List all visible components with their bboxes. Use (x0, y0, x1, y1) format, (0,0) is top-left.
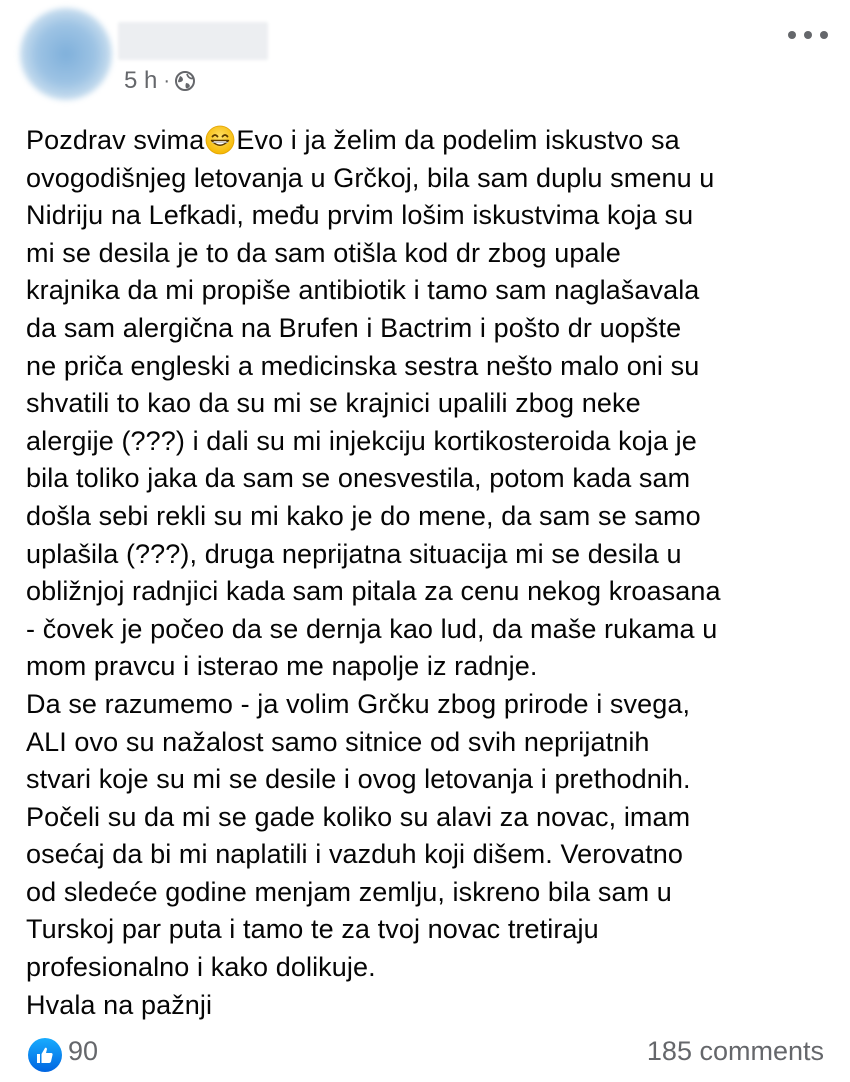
comments-count[interactable]: 185 comments (646, 1036, 824, 1066)
post-text-line: obližnjoj radnjici kada sam pitala za cenu nekog kroasana (26, 576, 721, 607)
post-text-segment: Pozdrav svima (26, 125, 205, 155)
post-text-line: ovogodišnjeg letovanja u Grčkoj, bila sam duplu smenu u (26, 162, 715, 193)
post-text-line: Počeli su da mi se gade koliko su alavi za novac, imam (26, 801, 691, 832)
globe-icon[interactable] (174, 70, 196, 92)
post-timestamp[interactable]: 5 h (124, 67, 158, 94)
post-text-line: stvari koje su mi se desile i ovog letovanja i prethodnih. (26, 764, 691, 795)
author-name-blurred[interactable] (118, 22, 268, 60)
more-options-icon[interactable] (788, 24, 828, 46)
post-text-line: ALI ovo su nažalost samo sitnice od svih neprijatnih (26, 726, 650, 757)
post-text-segment: Evo i ja želim da podelim iskustvo sa (236, 125, 680, 155)
post-meta (124, 66, 196, 96)
post-text-line: profesionalno i kako dolikuje. (26, 952, 376, 983)
post-text-line: Hvala na pažnji (26, 989, 213, 1020)
post-text-line: od sledeće godine menjam zemlju, iskreno bila sam u (26, 876, 672, 907)
post-text-line: alergije (???) i dali su mi injekciju kortikosteroida koja je (26, 425, 697, 456)
post-text-line: uplašila (???), druga neprijatna situacija mi se desila u (26, 538, 682, 569)
post-text-line: da sam alergična na Brufen i Bactrim i pošto dr uopšte (26, 312, 682, 343)
post-text-line: ne priča engleski a medicinska sestra nešto malo oni su (26, 350, 700, 381)
grinning-emoji-icon (205, 125, 235, 155)
meta-separator: · (163, 69, 171, 92)
post-text-line: shvatili to kao da su mi se krajnici upalili zbog neke (26, 388, 641, 419)
post-text-line: Nidriju na Lefkadi, među prvim lošim iskustvima koja su (26, 200, 694, 231)
post-text-line: mi se desila je to da sam otišla kod dr zbog upale (26, 237, 621, 268)
post-text-line: Da se razumemo - ja volim Grčku zbog prirode i svega, (26, 688, 691, 719)
post-text-line: mom pravcu i isterao me napolje iz radnje. (26, 651, 538, 682)
avatar[interactable] (20, 8, 112, 100)
post-text-line: došla sebi rekli su mi kako je do mene, da sam se samo (26, 500, 701, 531)
post-text-line: osećaj da bi mi naplatili i vazduh koji dišem. Verovatno (26, 839, 683, 870)
post-text-line: Turskoj par puta i tamo te za tvoj novac tretiraju (26, 914, 599, 945)
like-count[interactable]: 90 (68, 1036, 99, 1066)
post-footer (0, 1032, 850, 1078)
post-text-line (26, 122, 834, 160)
post-text-line: bila toliko jaka da sam se onesvestila, potom kada sam (26, 463, 691, 494)
thumbs-up-icon[interactable] (28, 1038, 62, 1072)
post-text-line: krajnika da mi propiše antibiotik i tamo sam naglašavala (26, 275, 700, 306)
post-text-line: - čovek je počeo da se dernja kao lud, da maše rukama u (26, 613, 718, 644)
post-body-text (26, 122, 834, 1024)
